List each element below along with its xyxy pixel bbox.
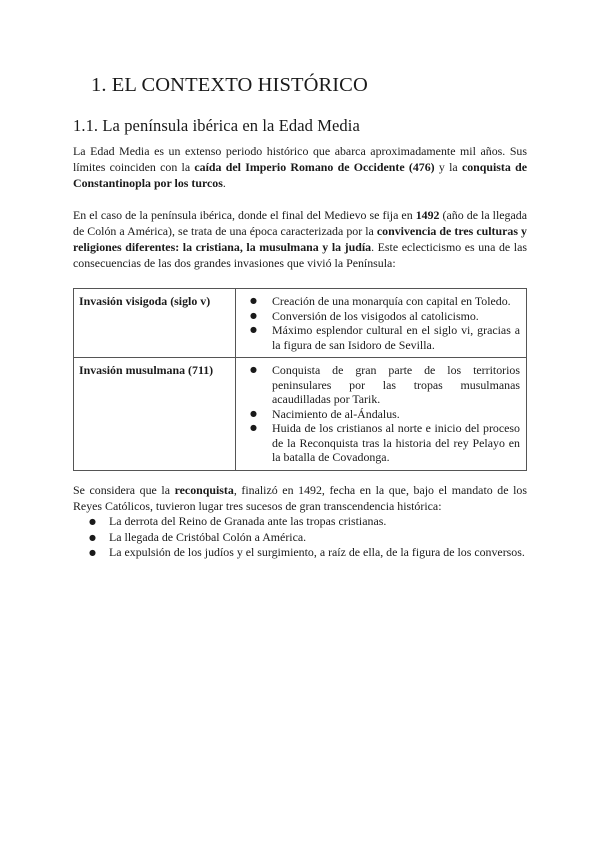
list-item: ● La expulsión de los judíos y el surgimiento, a raíz de ella, de la figura de los conversos.: [109, 545, 527, 561]
list-item: ● Creación de una monarquía con capital en Toledo.: [272, 294, 520, 309]
invasion-details-cell: [236, 358, 527, 471]
page-title: 1. EL CONTEXTO HISTÓRICO: [91, 74, 368, 96]
bold-text: conquista de Constantinopla por los turcos: [73, 160, 527, 190]
details-list: [242, 363, 520, 465]
iberia-paragraph: [73, 207, 527, 271]
paragraph-text: (año de la llegada de Colón a América), se trata de una época caracterizada por la: [73, 208, 528, 238]
events-list: [73, 514, 527, 561]
list-item: ● Huida de los cristianos al norte e inicio del proceso de la Reconquista tras la historia del rey Pelayo en la batalla de Covadonga.: [272, 421, 520, 465]
paragraph-text: . Este eclecticismo es una de las consecuencias de las dos grandes invasiones que vivió la Península:: [73, 240, 527, 270]
invasion-details-cell: [236, 289, 527, 358]
reconquista-paragraph: [73, 482, 527, 514]
invasion-name-cell: Invasión musulmana (711): [74, 358, 236, 471]
list-item: ● Conversión de los visigodos al catolicismo.: [272, 309, 520, 324]
paragraph-text: En el caso de la península ibérica, donde el final del Medievo se fija en: [73, 208, 416, 222]
paragraph-text: Se considera que la: [73, 483, 175, 497]
intro-paragraph: [73, 143, 527, 191]
list-item: ● La derrota del Reino de Granada ante las tropas cristianas.: [109, 514, 527, 530]
section-heading: 1.1. La península ibérica en la Edad Media: [73, 116, 360, 135]
paragraph-text: y la: [434, 160, 462, 174]
list-item: ● Máximo esplendor cultural en el siglo vi, gracias a la figura de san Isidoro de Sevilla.: [272, 323, 520, 352]
bold-text: 1492: [415, 208, 440, 222]
paragraph-text: .: [222, 176, 226, 190]
list-item: ● Nacimiento de al-Ándalus.: [272, 407, 520, 422]
bold-text: reconquista: [174, 483, 234, 497]
details-list: [242, 294, 520, 352]
bold-text: caída del Imperio Romano de Occidente (476): [194, 160, 435, 174]
list-item: ● La llegada de Cristóbal Colón a América.: [109, 530, 527, 546]
table-row: [74, 358, 527, 471]
invasions-table: [73, 288, 527, 471]
table-row: [74, 289, 527, 358]
paragraph-text: , finalizó en 1492, fecha en la que, bajo el mandato de los Reyes Católicos, tuvieron lugar tres sucesos de gran transcendencia histórica:: [73, 483, 527, 513]
list-item: ● Conquista de gran parte de los territorios peninsulares por las tropas musulmanas acaudilladas por Tarik.: [272, 363, 520, 407]
invasion-name-cell: Invasión visigoda (siglo v): [74, 289, 236, 358]
paragraph-text: La Edad Media es un extenso periodo histórico que abarca aproximadamente mil años. Sus límites coinciden con la: [73, 144, 527, 174]
bold-text: convivencia de tres culturas y religiones diferentes: la cristiana, la musulmana y la judía: [73, 224, 527, 254]
